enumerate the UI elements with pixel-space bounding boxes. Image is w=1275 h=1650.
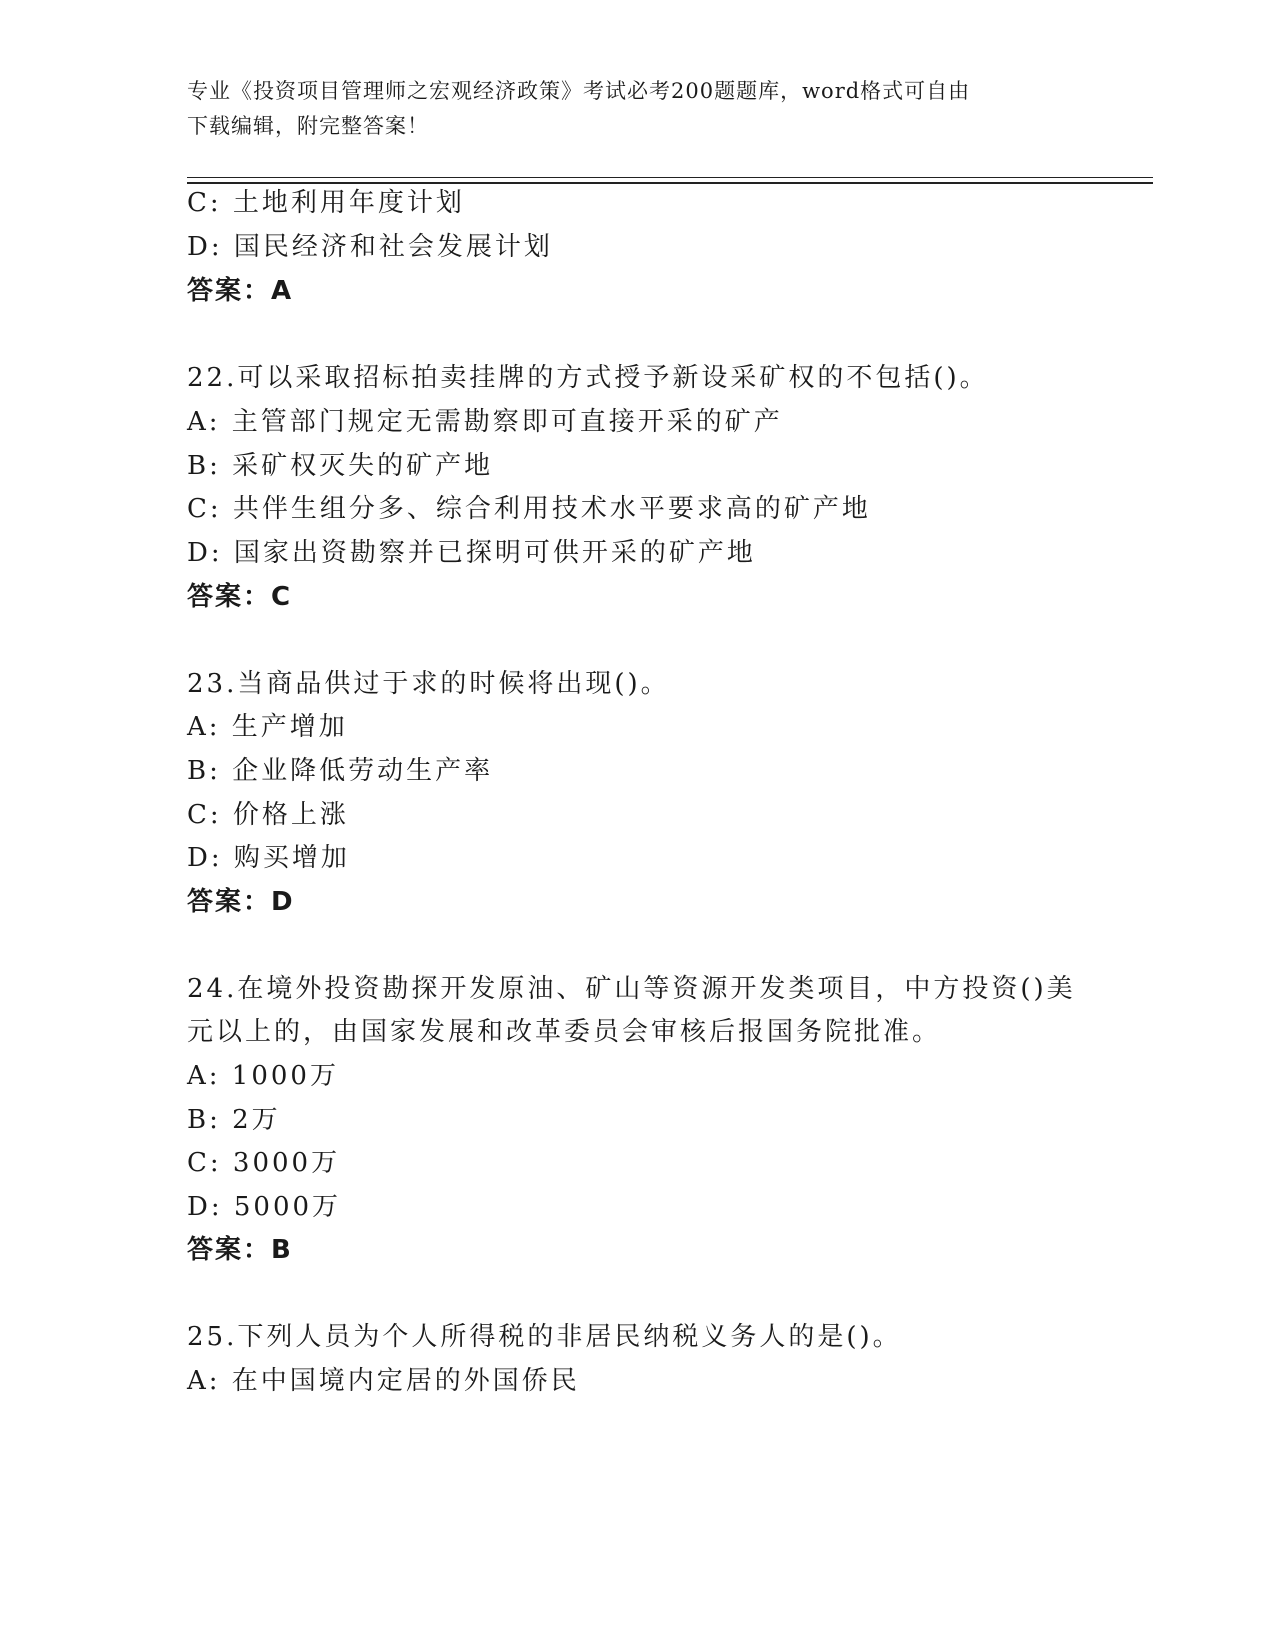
- question-22-stem: 22.可以采取招标拍卖挂牌的方式授予新设采矿权的不包括()。: [187, 363, 989, 393]
- document-header: [187, 74, 1067, 144]
- question-23-stem: 23.当商品供过于求的时候将出现()。: [187, 669, 670, 699]
- question-22-option-c: C: 共伴生组分多、综合利用技术水平要求高的矿产地: [187, 494, 871, 524]
- question-23-option-a: A: 生产增加: [187, 712, 348, 742]
- question-24-option-c: C: 3000万: [187, 1148, 341, 1178]
- question-23-option-b: B: 企业降低劳动生产率: [187, 756, 494, 786]
- header-divider-thin: [187, 177, 1153, 178]
- question-24-option-a: A: 1000万: [187, 1061, 339, 1091]
- prev-option-c: C: 土地利用年度计划: [187, 188, 465, 218]
- header-line-1: 专业《投资项目管理师之宏观经济政策》考试必考200题题库，word格式可自由: [187, 79, 971, 103]
- question-23-option-d: D: 购买增加: [187, 843, 350, 873]
- prev-option-d: D: 国民经济和社会发展计划: [187, 232, 553, 262]
- question-22-option-d: D: 国家出资勘察并已探明可供开采的矿产地: [187, 538, 756, 568]
- prev-answer: 答案：A: [187, 276, 294, 306]
- question-23-option-c: C: 价格上涨: [187, 800, 349, 830]
- header-divider-thick: [187, 182, 1153, 184]
- question-24-answer: 答案：B: [187, 1235, 293, 1265]
- question-22-option-b: B: 采矿权灭失的矿产地: [187, 451, 494, 481]
- header-line-2: 下载编辑，附完整答案！: [187, 114, 429, 138]
- question-23-answer: 答案：D: [187, 887, 295, 917]
- question-25-option-a: A: 在中国境内定居的外国侨民: [187, 1366, 580, 1396]
- question-24-stem-line-1: 24.在境外投资勘探开发原油、矿山等资源开发类项目，中方投资()美: [187, 974, 1076, 1004]
- question-24-option-b: B: 2万: [187, 1105, 281, 1135]
- question-24-option-d: D: 5000万: [187, 1192, 342, 1222]
- question-24-stem-line-2: 元以上的，由国家发展和改革委员会审核后报国务院批准。: [187, 1017, 942, 1047]
- question-22-answer: 答案：C: [187, 582, 293, 612]
- question-22-option-a: A: 主管部门规定无需勘察即可直接开采的矿产: [187, 407, 783, 437]
- question-25-stem: 25.下列人员为个人所得税的非居民纳税义务人的是()。: [187, 1322, 902, 1352]
